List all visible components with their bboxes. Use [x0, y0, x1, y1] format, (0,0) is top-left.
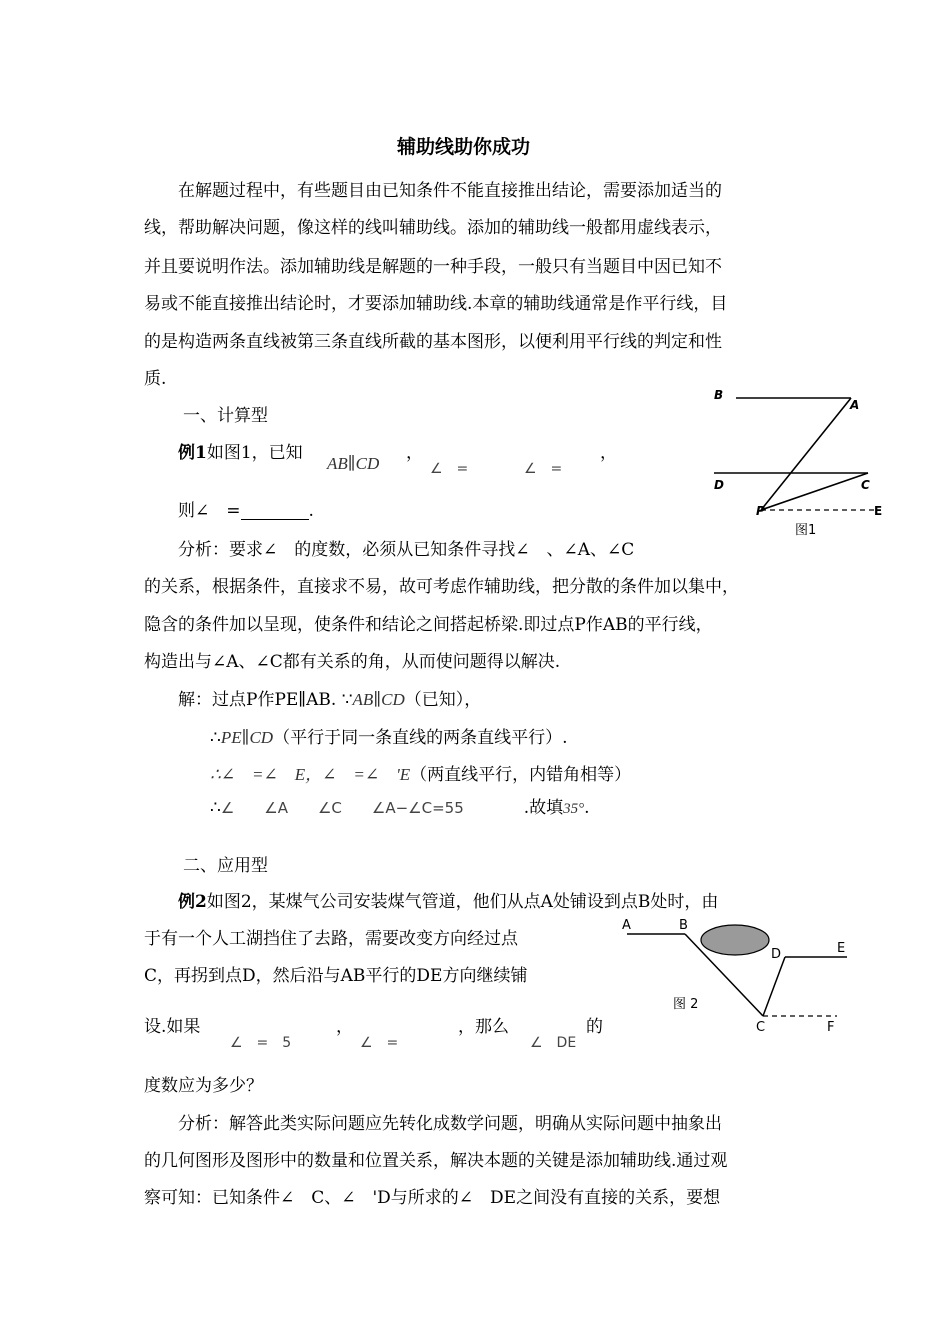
label-c2: C [756, 1020, 766, 1035]
solution1-line-4 [210, 800, 590, 817]
example1-math-ab-cd: AB∥CD [327, 454, 380, 473]
solution1-math-3: ∴∠ =∠ E，∠ =∠ 'E [210, 765, 411, 784]
figure-1-caption: 图1 [795, 523, 817, 538]
intro-line-5: 的是构造两条直线被第三条直线所截的基本图形，以便利用平行线的判定和性 [144, 332, 722, 352]
solution1-text-a: 解：过点P作PE∥AB. ∵ [178, 690, 353, 710]
figure-2-caption: 图 2 [673, 997, 699, 1012]
example1-label: 例1 [178, 443, 207, 463]
solution1-math-2: PE∥CD [220, 728, 274, 747]
label-d: D [714, 478, 724, 492]
solution1-math-1: AB∥CD [352, 690, 405, 709]
example1-line [178, 445, 303, 462]
example1-angle-2: ∠ = [524, 461, 577, 477]
solution1-therefore-2: ∴ [210, 728, 221, 748]
example1-comma: ， [406, 443, 423, 463]
line-ap [761, 398, 851, 510]
solution1-end: . [584, 798, 590, 818]
pipe-cd [763, 957, 785, 1016]
label-e2: E [837, 941, 846, 956]
analysis1-line-2: 的关系，根据条件，直接求不易，故可考虑作辅助线，把分散的条件加以集中， [144, 577, 739, 597]
example1-then: 则∠ = [178, 501, 241, 521]
label-b: B [714, 388, 724, 402]
figure-2 [615, 912, 855, 1037]
example2-line-1 [178, 894, 718, 911]
example2-line-2: 于有一个人工湖挡住了去路，需要改变方向经过点 [144, 929, 518, 949]
lake [701, 925, 769, 955]
intro-line-4: 易或不能直接推出结论时，才要添加辅助线.本章的辅助线通常是作平行线，目 [144, 294, 728, 314]
label-d2: D [771, 947, 782, 962]
solution1-line-2 [210, 729, 567, 747]
example2-angle-c: ∠ DE [530, 1035, 577, 1051]
example1-text: 如图1，已知 [206, 443, 303, 463]
solution1-text-b: （已知）， [404, 690, 482, 710]
example1-angle-1: ∠ = [430, 461, 483, 477]
label-e: E [874, 504, 883, 518]
example2-line-3: C，再拐到点D，然后沿与AB平行的DE方向继续铺 [144, 966, 528, 986]
label-c: C [861, 478, 870, 492]
label-p: P [756, 504, 765, 518]
label-a2: A [622, 918, 631, 933]
section1-heading: 一、计算型 [183, 406, 268, 426]
example2-de: 的 [586, 1017, 603, 1037]
example2-angle-b: ∠ = [360, 1035, 399, 1051]
line-cp [761, 473, 868, 510]
example2-line-4: 设.如果 [144, 1017, 201, 1037]
example1-question [178, 503, 314, 520]
section2-heading: 二、应用型 [183, 856, 268, 876]
example2-then: ，那么 [458, 1017, 509, 1037]
intro-line-1: 在解题过程中，有些题目由已知条件不能直接推出结论，需要添加适当的 [178, 181, 722, 201]
analysis1-line-4: 构造出与∠A、∠C都有关系的角，从而使问题得以解决. [144, 652, 561, 672]
page-title: 辅助线助你成功 [397, 136, 531, 158]
intro-line-2: 线，帮助解决问题，像这样的线叫辅助线。添加的辅助线一般都用虚线表示， [144, 218, 722, 238]
intro-line-3: 并且要说明作法。添加辅助线是解题的一种手段，一般只有当题目中因已知不 [144, 257, 722, 277]
solution1-reason-2: （平行于同一条直线的两条直线平行）. [273, 728, 568, 748]
example1-period: . [308, 501, 314, 521]
analysis1-line-1: 分析：要求∠ 的度数，必须从已知条件寻找∠ 、∠A、∠C [178, 540, 635, 560]
intro-line-6: 质. [144, 369, 167, 389]
label-f2: F [827, 1020, 835, 1035]
analysis2-line-2: 的几何图形及图形中的数量和位置关系，解决本题的关键是添加辅助线.通过观 [144, 1151, 728, 1171]
example2-text-1: 如图2，某煤气公司安装煤气管道，他们从点A处铺设到点B处时，由 [206, 892, 719, 912]
solution1-reason-3: （两直线平行，内错角相等） [410, 765, 632, 785]
example2-label: 例2 [178, 892, 207, 912]
solution1-fill-text: .故填 [523, 798, 564, 818]
analysis2-line-1: 分析：解答此类实际问题应先转化成数学问题，明确从实际问题中抽象出 [178, 1114, 722, 1134]
label-a: A [850, 398, 860, 412]
label-b2: B [679, 918, 688, 933]
figure-1 [706, 385, 896, 545]
solution1-line-1 [178, 691, 481, 709]
answer-blank [241, 503, 309, 520]
example2-line-5: 度数应为多少？ [144, 1076, 263, 1096]
example2-angle-a: ∠ = 5 [230, 1035, 292, 1051]
analysis2-line-3: 察可知：已知条件∠ C、∠ 'D与所求的∠ DE之间没有直接的关系，要想 [144, 1188, 721, 1208]
analysis1-line-3: 隐含的条件加以呈现，使条件和结论之间搭起桥梁.即过点P作AB的平行线， [144, 615, 713, 635]
solution1-math-4: ∠ ∠A ∠C ∠A−∠C=55 [220, 799, 464, 817]
solution1-answer: 35° [563, 801, 585, 817]
solution1-line-3 [210, 766, 631, 784]
solution1-therefore-4: ∴ [210, 798, 221, 818]
